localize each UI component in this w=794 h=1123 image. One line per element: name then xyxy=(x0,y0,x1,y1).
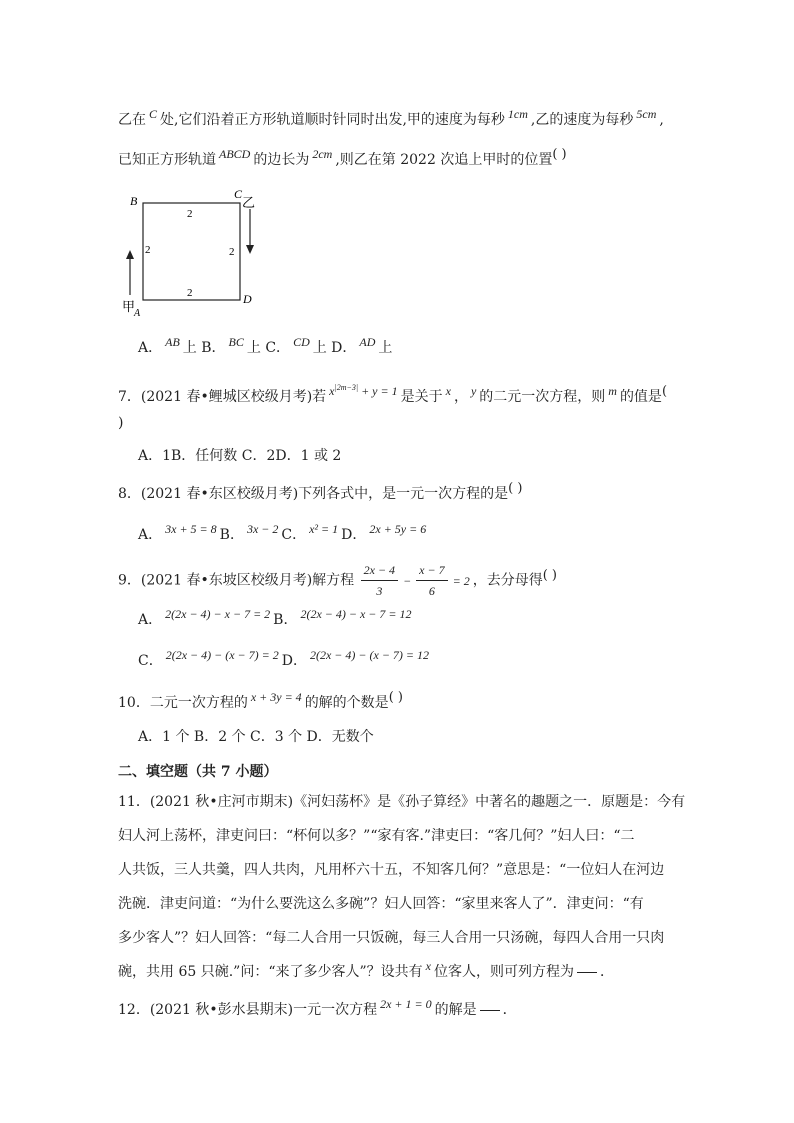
q6-options: A． AB 上 B． BC 上 C． CD 上 D． AD 上 xyxy=(138,335,393,356)
q9-stem: 9．(2021 春•东坡区校级月考)解方程 $\frac{2x - 4}{3}$ − $\frac{x - 7}{6}$ = 2 ，去分母得( ) xyxy=(118,560,557,601)
side-right: 2 xyxy=(229,246,235,258)
vertex-a: A xyxy=(134,308,141,319)
q9-frac-1: $\frac{2x - 4}{3}$ xyxy=(361,560,398,601)
q8-stem: 8．(2021 春•东区校级月考)下列各式中，是一元一次方程的是( ) xyxy=(118,481,523,502)
q6-line-2: 已知正方形轨道 ABCD 的边长为 2cm ,则乙在第 2022 次追上甲时的位置( ) xyxy=(118,147,567,168)
q9-options-cd: C． 2(2x − 4) − (x − 7) = 2 D． 2(2x − 4) − (x − 7) = 12 xyxy=(138,648,430,669)
math-c: C xyxy=(149,107,158,121)
answer-blank xyxy=(577,972,597,973)
q10-options: A．1 个 B．2 个 C．3 个 D．无数个 xyxy=(138,729,374,745)
q11-line-4: 洗碗．津吏问道：“为什么要洗这么多碗”？妇人回答：“家里来客人了”．津吏问：“有 xyxy=(118,896,644,912)
label-jia: 甲 xyxy=(122,300,136,315)
square-track-diagram xyxy=(118,185,278,325)
q7-stem: 7．(2021 春•鲤城区校级月考)若 $x^{|2m-3|} + y = 1$ 是关于 x ， y 的二元一次方程，则 m 的值是( xyxy=(118,383,668,405)
q11-line-3: 人共饭，三人共羹，四人共肉，凡用杯六十五，不知客几何？”意思是：“一位妇人在河边 xyxy=(118,862,665,878)
q11-line-1: 11．(2021 秋•庄河市期末)《河妇荡杯》是《孙子算经》中著名的趣题之一．原题是：今有 xyxy=(118,794,686,810)
q12-stem: 12．(2021 秋•彭水县期末)一元一次方程 2x + 1 = 0 的解是 ． xyxy=(118,997,517,1018)
q11-line-6: 碗，共用 65 只碗.”问：“来了多少客人”？设共有 x 位客人，则可列方程为 ． xyxy=(118,959,614,980)
arrow-down-icon xyxy=(246,209,254,254)
math-speed-yi: 5cm xyxy=(636,107,657,121)
q10-stem: 10．二元一次方程的 x + 3y = 4 的解的个数是( ) xyxy=(118,690,403,711)
math-speed-jia: 1cm xyxy=(507,107,528,121)
math-abcd: ABCD xyxy=(219,147,251,161)
q6-line-1: 乙在 C 处,它们沿着正方形轨道顺时针同时出发,甲的速度为每秒 1cm ,乙的速度为每秒 5cm , xyxy=(118,107,664,128)
vertex-c: C xyxy=(234,187,243,201)
side-top: 2 xyxy=(187,208,193,220)
math-side: 2cm xyxy=(312,147,333,161)
q11-line-2: 妇人河上荡杯，津吏问曰：“杯何以多？”“家有客.”津吏曰：“客几何？”妇人曰：“二 xyxy=(118,828,635,844)
q7-options: A．1B．任何数 C．2D．1 或 2 xyxy=(138,448,342,464)
side-left: 2 xyxy=(145,244,151,256)
q9-frac-2: $\frac{x - 7}{6}$ xyxy=(416,560,447,601)
vertex-d: D xyxy=(243,292,252,306)
arrow-up-icon xyxy=(126,250,134,295)
q11-line-5: 多少客人”？妇人回答：“每二人合用一只饭碗，每三人合用一只汤碗，每四人合用一只肉 xyxy=(118,930,665,946)
math-q7-eq: $x^{|2m-3|} + y = 1$ xyxy=(329,383,398,398)
vertex-b: B xyxy=(130,194,138,208)
q8-options: A． 3x + 5 = 8 B． 3x − 2 C． x² = 1 D． 2x + 5y = 6 xyxy=(138,522,427,543)
label-yi: 乙 xyxy=(242,196,256,211)
answer-blank xyxy=(480,1010,500,1011)
section-heading-fill-in: 二、填空题（共 7 小题） xyxy=(118,764,278,780)
side-bottom: 2 xyxy=(187,287,193,299)
q7-paren-close: ) xyxy=(118,415,124,431)
q9-options-ab: A． 2(2x − 4) − x − 7 = 2 B． 2(2x − 4) − x − 7 = 12 xyxy=(138,607,412,628)
